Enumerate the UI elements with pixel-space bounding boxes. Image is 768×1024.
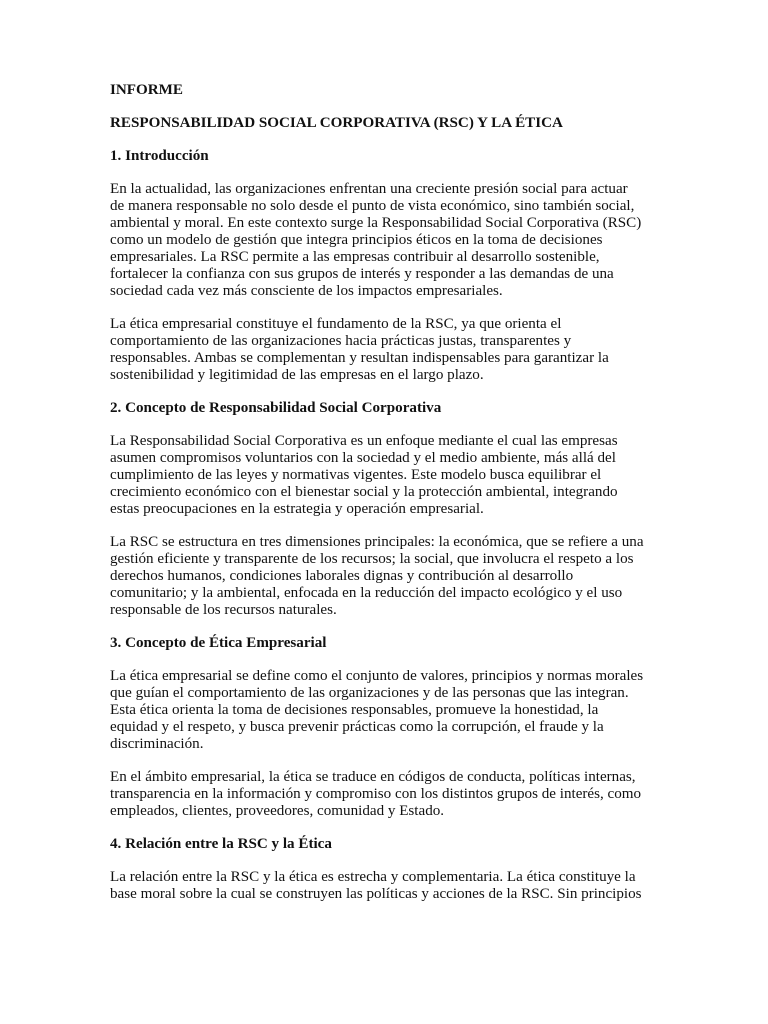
paragraph-line: base moral sobre la cual se construyen las políticas y acciones de la RSC. Sin principios <box>110 886 642 902</box>
paragraph <box>110 668 658 753</box>
paragraph-line: responsable de los recursos naturales. <box>110 602 337 618</box>
paragraph-line: empleados, clientes, proveedores, comunidad y Estado. <box>110 803 445 819</box>
paragraph-line: La ética empresarial constituye el fundamento de la RSC, ya que orienta el <box>110 316 562 332</box>
paragraph-line: La relación entre la RSC y la ética es estrecha y complementaria. La ética constituye la <box>110 869 636 885</box>
paragraph-line: La RSC se estructura en tres dimensiones principales: la económica, que se refiere a una <box>110 534 644 550</box>
document-page <box>110 82 658 919</box>
paragraph-line: estas preocupaciones en la estrategia y operación empresarial. <box>110 501 484 517</box>
paragraph <box>110 433 658 518</box>
paragraph-line: derechos humanos, condiciones laborales dignas y contribución al desarrollo <box>110 568 574 584</box>
paragraph-line: crecimiento económico con el bienestar social y la protección ambiental, integrando <box>110 484 618 500</box>
document-title: INFORME <box>110 82 183 98</box>
paragraph-line: gestión eficiente y transparente de los recursos; la social, que involucra el respeto a los <box>110 551 634 567</box>
paragraph-line: Esta ética orienta la toma de decisiones responsables, promueve la honestidad, la <box>110 702 599 718</box>
paragraph-line: que guían el comportamiento de las organizaciones y de las personas que las integran. <box>110 685 629 701</box>
section-heading: 2. Concepto de Responsabilidad Social Corporativa <box>110 400 442 416</box>
paragraph-line: En el ámbito empresarial, la ética se traduce en códigos de conducta, políticas internas, <box>110 769 636 785</box>
document-subtitle: RESPONSABILIDAD SOCIAL CORPORATIVA (RSC) Y LA ÉTICA <box>110 115 563 131</box>
paragraph-line: ambiental y moral. En este contexto surge la Responsabilidad Social Corporativa (RSC) <box>110 215 642 231</box>
paragraph-line: equidad y el respeto, y busca prevenir prácticas como la corrupción, el fraude y la <box>110 719 604 735</box>
paragraph-line: sostenibilidad y legitimidad de las empresas en el largo plazo. <box>110 367 484 383</box>
section-heading: 1. Introducción <box>110 148 209 164</box>
paragraph-line: sociedad cada vez más consciente de los impactos empresariales. <box>110 283 503 299</box>
paragraph-line: asumen compromisos voluntarios con la sociedad y el medio ambiente, más allá del <box>110 450 616 466</box>
paragraph-line: fortalecer la confianza con sus grupos de interés y responder a las demandas de una <box>110 266 614 282</box>
paragraph-line: La Responsabilidad Social Corporativa es un enfoque mediante el cual las empresas <box>110 433 618 449</box>
paragraph-line: cumplimiento de las leyes y normativas vigentes. Este modelo busca equilibrar el <box>110 467 602 483</box>
document-body <box>110 148 658 903</box>
paragraph-line: transparencia en la información y compromiso con los distintos grupos de interés, como <box>110 786 642 802</box>
section-heading: 3. Concepto de Ética Empresarial <box>110 635 327 651</box>
paragraph <box>110 181 658 300</box>
paragraph-line: responsables. Ambas se complementan y resultan indispensables para garantizar la <box>110 350 609 366</box>
section-heading: 4. Relación entre la RSC y la Ética <box>110 836 332 852</box>
paragraph <box>110 534 658 619</box>
paragraph-line: empresariales. La RSC permite a las empresas contribuir al desarrollo sostenible, <box>110 249 600 265</box>
paragraph <box>110 316 658 384</box>
paragraph <box>110 769 658 820</box>
paragraph-line: comportamiento de las organizaciones hacia prácticas justas, transparentes y <box>110 333 572 349</box>
paragraph-line: como un modelo de gestión que integra principios éticos en la toma de decisiones <box>110 232 603 248</box>
paragraph-line: discriminación. <box>110 736 204 752</box>
paragraph-line: comunitario; y la ambiental, enfocada en la reducción del impacto ecológico y el uso <box>110 585 623 601</box>
paragraph-line: La ética empresarial se define como el conjunto de valores, principios y normas morales <box>110 668 644 684</box>
paragraph-line: de manera responsable no solo desde el punto de vista económico, sino también social, <box>110 198 635 214</box>
paragraph <box>110 869 658 903</box>
paragraph-line: En la actualidad, las organizaciones enfrentan una creciente presión social para actuar <box>110 181 628 197</box>
